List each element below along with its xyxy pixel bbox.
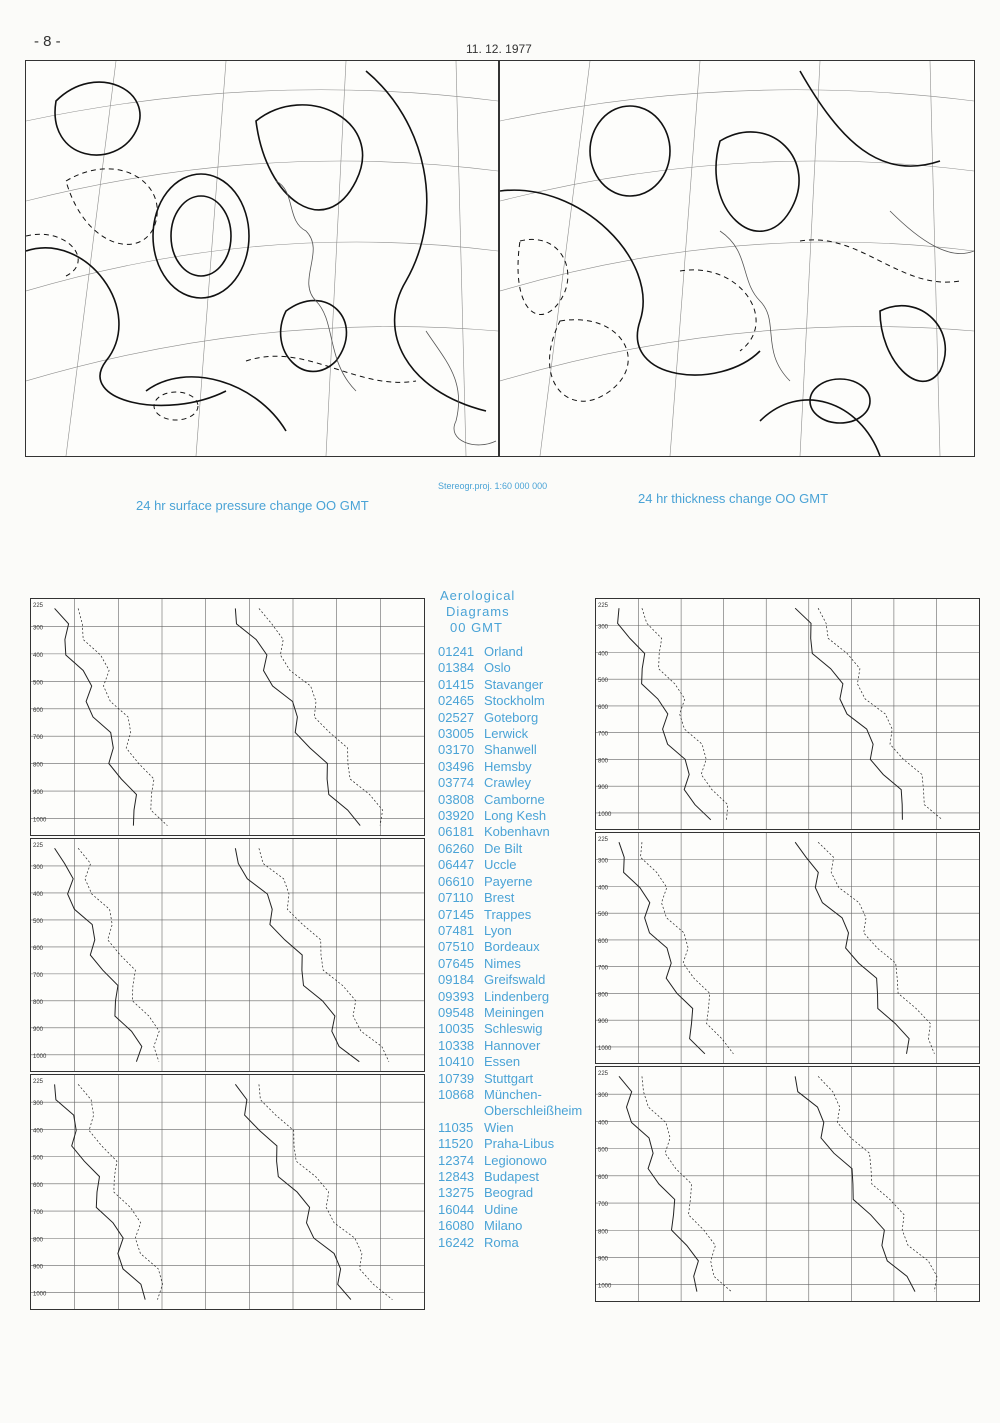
pressure-level-label: 400 <box>598 651 609 658</box>
station-name: Bordeaux <box>484 939 540 955</box>
thickness-caption: 24 hr thickness change OO GMT <box>638 491 829 506</box>
pressure-level-label: 700 <box>33 1210 44 1217</box>
station-row <box>438 1153 588 1169</box>
station-name: Oslo <box>484 660 511 676</box>
pressure-level-label: 900 <box>598 1019 609 1026</box>
station-code: 06260 <box>438 840 475 856</box>
station-row <box>438 644 588 660</box>
title-line: 00 GMT <box>450 620 503 635</box>
projection-scale: Stereogr.proj. 1:60 000 000 <box>438 481 548 491</box>
station-name: Long Kesh <box>484 808 547 824</box>
station-name: Budapest <box>484 1169 539 1184</box>
sounding-curve <box>618 608 711 820</box>
station-code: 03170 <box>438 742 475 758</box>
pressure-level-label: 225 <box>33 1079 44 1085</box>
station-row <box>438 890 588 906</box>
aerological-diagram-right-1 <box>595 598 980 830</box>
page-number: - 8 - <box>34 33 61 50</box>
station-name: Uccle <box>484 857 517 873</box>
pressure-level-label: 400 <box>33 891 44 898</box>
pressure-level-label: 600 <box>33 945 44 952</box>
station-name: Greifswald <box>484 972 546 988</box>
station-name: Beograd <box>484 1185 534 1201</box>
station-row <box>438 1054 588 1070</box>
station-code: 01241 <box>438 644 475 659</box>
station-name: Lindenberg <box>484 988 550 1004</box>
pressure-level-label: 400 <box>598 1120 609 1127</box>
pressure-level-label: 700 <box>33 972 44 979</box>
station-code: 07510 <box>438 939 475 955</box>
pressure-level-label: 225 <box>598 1071 609 1077</box>
station-row <box>438 1169 588 1185</box>
sounding-curve <box>78 608 167 825</box>
station-name: Crawley <box>484 775 531 791</box>
station-row <box>438 1021 588 1037</box>
station-list-title <box>438 588 588 636</box>
station-row <box>438 956 588 972</box>
pressure-level-label: 500 <box>33 1155 44 1162</box>
station-code: 16044 <box>438 1201 475 1217</box>
station-name: Lerwick <box>484 726 529 742</box>
pressure-level-label: 800 <box>598 758 609 765</box>
station-code: 03774 <box>438 775 475 791</box>
pressure-level-label: 800 <box>33 1237 44 1244</box>
pressure-level-label: 500 <box>598 912 609 919</box>
pressure-level-label: 900 <box>33 1264 44 1271</box>
sounding-curve <box>619 1076 698 1291</box>
sounding-curve <box>795 608 902 820</box>
station-code: 07110 <box>438 890 474 906</box>
pressure-level-label: 225 <box>598 837 609 843</box>
station-name: Nimes <box>484 955 521 971</box>
station-row <box>438 660 588 676</box>
sounding-curve <box>641 842 734 1054</box>
station-row <box>438 1136 588 1152</box>
pressure-level-label: 700 <box>598 965 609 972</box>
station-code: 10868 <box>438 1086 475 1102</box>
station-row <box>438 1202 588 1218</box>
station-code: 10410 <box>438 1054 475 1070</box>
station-code: 01415 <box>438 676 475 692</box>
station-code: 02465 <box>438 693 475 709</box>
station-code: 02527 <box>438 709 475 725</box>
sounding-curve <box>55 848 142 1061</box>
pressure-level-label: 225 <box>598 603 609 609</box>
pressure-level-label: 400 <box>598 885 609 892</box>
pressure-level-label: 800 <box>598 1229 609 1236</box>
sounding-curve <box>235 848 359 1061</box>
pressure-level-label: 600 <box>33 1182 44 1189</box>
station-row <box>438 989 588 1005</box>
pressure-level-label: 500 <box>598 678 609 685</box>
pressure-level-label: 300 <box>33 625 44 632</box>
pressure-level-label: 700 <box>598 1202 609 1209</box>
aerological-diagram-right-2 <box>595 832 980 1064</box>
station-code: 07481 <box>438 922 475 938</box>
pressure-level-label: 300 <box>598 1093 609 1100</box>
sounding-curve <box>818 608 942 820</box>
station-code: 10739 <box>438 1070 475 1086</box>
sounding-curve <box>259 608 383 825</box>
surface-pressure-change-map <box>25 60 499 457</box>
station-name: Stockholm <box>484 693 545 709</box>
station-name: Stavanger <box>484 676 544 692</box>
sounding-curve <box>235 608 360 825</box>
pressure-level-label: 500 <box>598 1147 609 1154</box>
sounding-curve <box>818 1076 937 1291</box>
station-code: 03808 <box>438 791 475 807</box>
station-code: 03920 <box>438 808 475 824</box>
station-name: Orland <box>484 644 524 659</box>
station-row <box>438 1087 588 1120</box>
pressure-level-label: 1000 <box>33 817 47 824</box>
station-code: 06181 <box>438 824 475 840</box>
station-row <box>438 907 588 923</box>
station-code: 09184 <box>438 972 475 988</box>
station-name: Schleswig <box>484 1021 543 1037</box>
station-code: 03005 <box>438 726 475 742</box>
station-row <box>438 972 588 988</box>
station-row <box>438 726 588 742</box>
station-row <box>438 1235 588 1251</box>
thickness-map-drawing <box>500 61 974 456</box>
station-code: 01384 <box>438 660 475 676</box>
surface-pressure-map-drawing <box>26 61 498 456</box>
pressure-level-label: 800 <box>33 762 44 769</box>
sounding-curve <box>795 1076 915 1291</box>
station-code: 12374 <box>438 1152 475 1168</box>
pressure-level-label: 225 <box>33 603 44 609</box>
page-date: 11. 12. 1977 <box>466 42 532 56</box>
station-code: 06447 <box>438 857 475 873</box>
aerological-diagram-right-3 <box>595 1066 980 1302</box>
sounding-curve <box>259 1084 392 1299</box>
pressure-level-label: 800 <box>33 999 44 1006</box>
station-name: Brest <box>484 890 515 906</box>
pressure-level-label: 1000 <box>33 1053 47 1060</box>
station-name: Essen <box>484 1054 521 1070</box>
station-row <box>438 1120 588 1136</box>
pressure-level-label: 1000 <box>33 1291 47 1298</box>
station-name: Wien <box>484 1119 514 1135</box>
pressure-level-label: 1000 <box>598 1283 612 1290</box>
station-row <box>438 841 588 857</box>
sounding-curve <box>642 1076 731 1291</box>
station-code: 13275 <box>438 1185 475 1201</box>
station-code: 10035 <box>438 1021 475 1037</box>
station-code: 12843 <box>438 1169 475 1184</box>
station-row <box>438 857 588 873</box>
station-row <box>438 775 588 791</box>
station-code: 07645 <box>438 955 475 971</box>
station-code: 03496 <box>438 758 475 774</box>
station-row <box>438 808 588 824</box>
pressure-level-label: 500 <box>33 680 44 687</box>
station-row <box>438 759 588 775</box>
pressure-level-label: 300 <box>598 858 609 865</box>
aerological-diagram-left-1 <box>30 598 425 836</box>
station-name: Hannover <box>484 1037 541 1053</box>
pressure-level-label: 600 <box>598 1174 609 1181</box>
pressure-level-label: 600 <box>598 938 609 945</box>
pressure-level-label: 300 <box>33 864 44 871</box>
pressure-level-label: 600 <box>598 704 609 711</box>
station-name: De Bilt <box>484 840 523 856</box>
station-code: 06610 <box>438 873 475 889</box>
pressure-level-label: 900 <box>598 1256 609 1263</box>
station-row <box>438 677 588 693</box>
station-row <box>438 792 588 808</box>
station-name: Payerne <box>484 873 533 889</box>
station-code: 09393 <box>438 988 475 1004</box>
pressure-level-label: 300 <box>33 1101 44 1108</box>
station-name: Milano <box>484 1218 523 1234</box>
sounding-curve <box>259 848 389 1061</box>
station-code: 11520 <box>438 1136 474 1152</box>
pressure-level-label: 1000 <box>598 1045 612 1052</box>
station-name: Roma <box>484 1234 519 1250</box>
station-code: 11035 <box>438 1119 474 1135</box>
station-row <box>438 1071 588 1087</box>
station-row <box>438 1038 588 1054</box>
station-name: Goteborg <box>484 709 539 725</box>
station-name: Kobenhavn <box>484 824 550 840</box>
sounding-curve <box>78 1084 162 1299</box>
station-name: Camborne <box>484 791 545 807</box>
pressure-level-label: 900 <box>33 790 44 797</box>
station-row <box>438 1218 588 1234</box>
station-list <box>438 588 588 1251</box>
station-row <box>438 824 588 840</box>
sounding-curve <box>55 1084 146 1299</box>
aerological-diagram-left-3 <box>30 1074 425 1310</box>
title-line: Aerological <box>440 588 516 603</box>
title-line: Diagrams <box>446 604 510 619</box>
station-code: 16242 <box>438 1234 475 1250</box>
station-name: Praha-Libus <box>484 1136 555 1152</box>
station-name: Hemsby <box>484 758 532 774</box>
station-code: 10338 <box>438 1037 475 1053</box>
station-name: Shanwell <box>484 742 537 758</box>
sounding-curve <box>795 842 909 1054</box>
pressure-level-label: 700 <box>33 735 44 742</box>
sounding-curve <box>619 842 705 1054</box>
pressure-level-label: 500 <box>33 918 44 925</box>
pressure-level-label: 400 <box>33 1128 44 1135</box>
pressure-level-label: 900 <box>33 1026 44 1033</box>
pressure-level-label: 600 <box>33 707 44 714</box>
station-code: 16080 <box>438 1218 475 1234</box>
station-name: München-Oberschleißheim <box>484 1086 583 1119</box>
sounding-curve <box>55 608 137 825</box>
pressure-level-label: 700 <box>598 731 609 738</box>
station-row <box>438 1185 588 1201</box>
pressure-level-label: 400 <box>33 652 44 659</box>
station-name: Legionowo <box>484 1152 547 1168</box>
station-code: 07145 <box>438 906 475 922</box>
station-row <box>438 710 588 726</box>
station-row <box>438 693 588 709</box>
station-name: Udine <box>484 1201 518 1217</box>
station-row <box>438 1005 588 1021</box>
pressure-level-label: 225 <box>33 843 44 849</box>
pressure-level-label: 800 <box>598 992 609 999</box>
sounding-curve <box>818 842 934 1054</box>
station-row <box>438 742 588 758</box>
station-name: Meiningen <box>484 1004 544 1020</box>
station-row <box>438 874 588 890</box>
station-name: Stuttgart <box>484 1070 534 1086</box>
station-row <box>438 923 588 939</box>
aerological-diagram-left-2 <box>30 838 425 1072</box>
station-code: 09548 <box>438 1004 475 1020</box>
pressure-level-label: 300 <box>598 624 609 631</box>
station-row <box>438 939 588 955</box>
pressure-level-label: 1000 <box>598 811 612 818</box>
station-name: Trappes <box>484 906 532 922</box>
surface-pressure-caption: 24 hr surface pressure change OO GMT <box>136 498 369 513</box>
station-name: Lyon <box>484 922 512 938</box>
pressure-level-label: 900 <box>598 785 609 792</box>
thickness-change-map <box>499 60 975 457</box>
